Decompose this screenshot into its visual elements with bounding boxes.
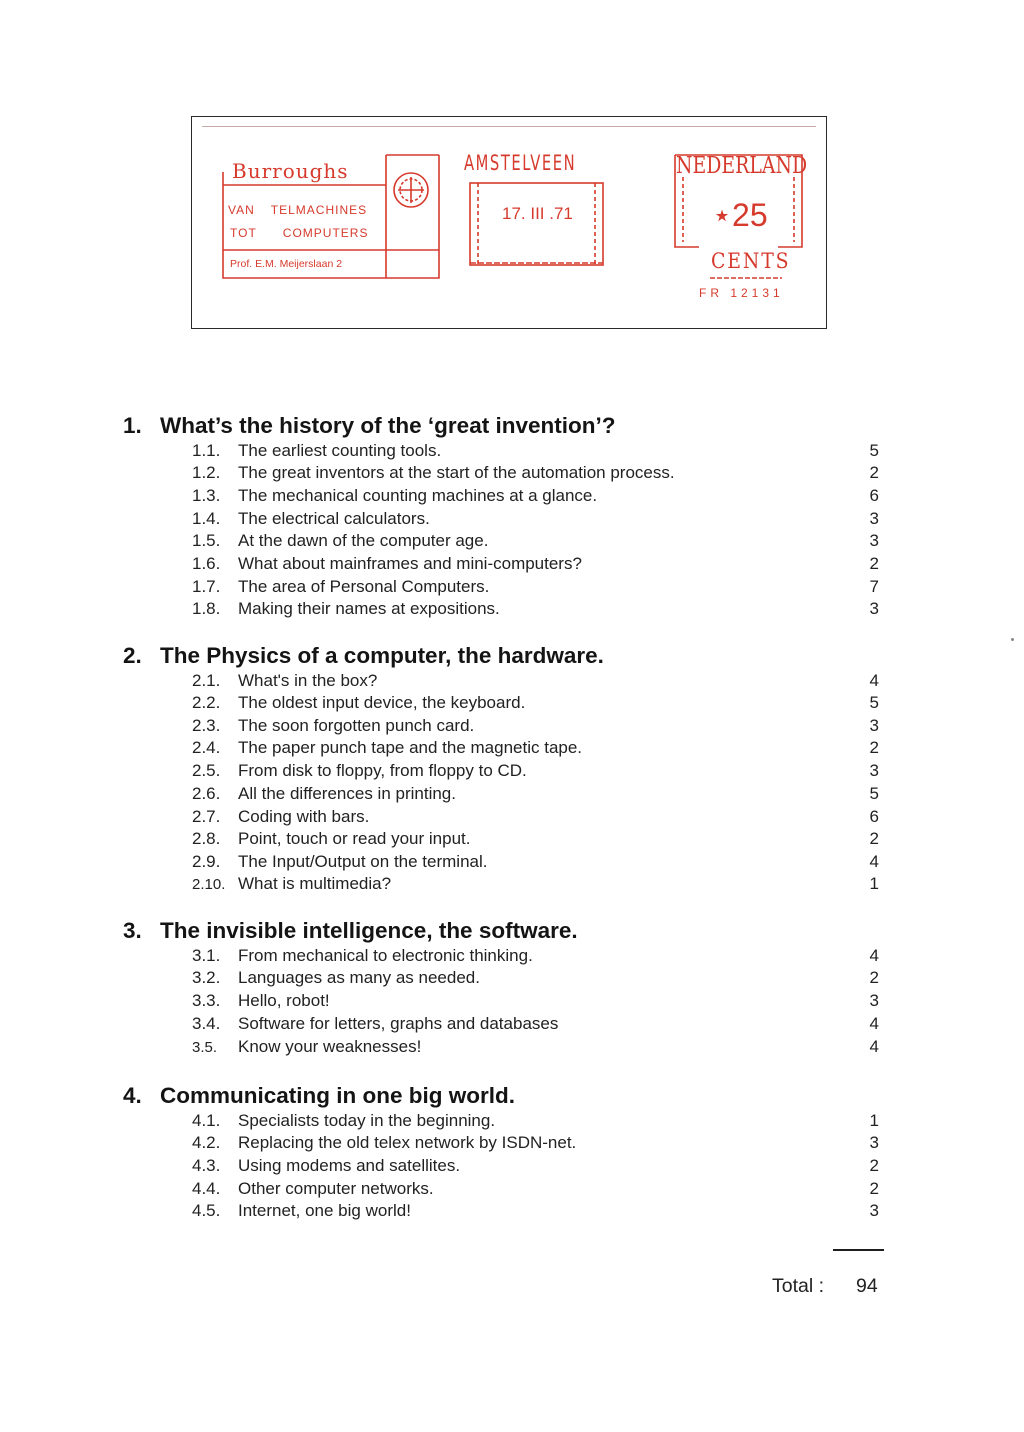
- item-count: 2: [869, 738, 879, 757]
- item-number: 2.8.: [192, 829, 221, 848]
- list-item: [192, 761, 882, 783]
- item-title: The oldest input device, the keyboard.: [238, 693, 526, 712]
- section-number: 4.: [123, 1083, 142, 1108]
- item-count: 3: [869, 1201, 879, 1220]
- item-count: 2: [869, 554, 879, 573]
- list-item: [192, 829, 882, 851]
- item-count: 2: [869, 968, 879, 987]
- item-title: Specialists today in the beginning.: [238, 1111, 496, 1130]
- stamp-tagline-2: [230, 227, 368, 239]
- item-count: 3: [869, 716, 879, 735]
- franking-stamp: [191, 116, 827, 329]
- item-number: 3.1.: [192, 946, 221, 965]
- item-count: 2: [869, 1179, 879, 1198]
- item-number: 1.4.: [192, 509, 221, 528]
- list-item: [192, 1156, 882, 1178]
- stamp-city: AMSTELVEEN: [464, 151, 577, 175]
- list-item: [192, 1037, 882, 1059]
- item-title: What about mainframes and mini-computers?: [238, 554, 582, 573]
- item-title: Internet, one big world!: [238, 1201, 411, 1220]
- section-heading: [123, 413, 615, 439]
- item-title: From disk to floppy, from floppy to CD.: [238, 761, 527, 780]
- item-title: From mechanical to electronic thinking.: [238, 946, 533, 965]
- total-label: Total :: [772, 1275, 825, 1297]
- item-number: 3.4.: [192, 1014, 221, 1033]
- item-title: The soon forgotten punch card.: [238, 716, 475, 735]
- item-title: The paper punch tape and the magnetic tape.: [238, 738, 583, 757]
- stamp-cents: CENTS: [711, 249, 791, 273]
- section-number: 3.: [123, 918, 142, 943]
- section-title: The Physics of a computer, the hardware.: [160, 643, 604, 668]
- item-number: 2.10.: [192, 876, 226, 893]
- item-number: 2.7.: [192, 807, 221, 826]
- item-count: 3: [869, 991, 879, 1010]
- item-count: 5: [869, 693, 879, 712]
- list-item: [192, 852, 882, 874]
- item-title: Other computer networks.: [238, 1179, 434, 1198]
- item-count: 3: [869, 1133, 879, 1152]
- item-count: 3: [869, 509, 879, 528]
- list-item: [192, 716, 882, 738]
- section-heading: [123, 918, 578, 944]
- list-item: [192, 599, 882, 621]
- item-number: 2.6.: [192, 784, 221, 803]
- item-number: 4.1.: [192, 1111, 221, 1130]
- item-number: 1.1.: [192, 441, 221, 460]
- section-number: 1.: [123, 413, 142, 438]
- list-item: [192, 1111, 882, 1133]
- section-title: What’s the history of the ‘great invention’?: [160, 413, 616, 438]
- stamp-value: ⋆25: [712, 197, 768, 233]
- stamp-tagline-2b: COMPUTERS: [282, 226, 369, 240]
- section-heading: [123, 643, 604, 669]
- section-number: 2.: [123, 643, 142, 668]
- stamp-tagline-1b: TELMACHINES: [270, 203, 368, 217]
- item-title: Using modems and satellites.: [238, 1156, 461, 1175]
- item-count: 3: [869, 761, 879, 780]
- list-item: [192, 554, 882, 576]
- item-count: 5: [869, 784, 879, 803]
- stamp-tagline-2a: TOT: [230, 226, 257, 240]
- total-value: 94: [856, 1275, 878, 1297]
- item-title: What's in the box?: [238, 671, 378, 690]
- section-heading: [123, 1083, 515, 1109]
- list-item: [192, 946, 882, 968]
- item-title: Software for letters, graphs and databases: [238, 1014, 559, 1033]
- stamp-date: 17. III .71: [502, 204, 573, 223]
- list-item: [192, 991, 882, 1013]
- stamp-tagline-1: [228, 204, 367, 216]
- list-item: [192, 807, 882, 829]
- list-item: [192, 1179, 882, 1201]
- item-title: The earliest counting tools.: [238, 441, 442, 460]
- list-item: [192, 671, 882, 693]
- item-number: 1.6.: [192, 554, 221, 573]
- item-number: 1.3.: [192, 486, 221, 505]
- item-title: Know your weaknesses!: [238, 1037, 422, 1056]
- stamp-tagline-1a: VAN: [228, 203, 255, 217]
- list-item: [192, 441, 882, 463]
- item-title: Replacing the old telex network by ISDN-net.: [238, 1133, 577, 1152]
- item-count: 3: [869, 599, 879, 618]
- item-title: The electrical calculators.: [238, 509, 430, 528]
- item-number: 4.3.: [192, 1156, 221, 1175]
- item-count: 4: [869, 1037, 879, 1056]
- item-title: Languages as many as needed.: [238, 968, 480, 987]
- item-number: 1.8.: [192, 599, 221, 618]
- stamp-country: NEDERLAND: [676, 153, 808, 179]
- list-item: [192, 463, 882, 485]
- section-title: Communicating in one big world.: [160, 1083, 515, 1108]
- item-count: 6: [869, 486, 879, 505]
- item-count: 4: [869, 1014, 879, 1033]
- item-number: 2.5.: [192, 761, 221, 780]
- item-title: What is multimedia?: [238, 874, 392, 893]
- item-number: 4.5.: [192, 1201, 221, 1220]
- item-number: 4.4.: [192, 1179, 221, 1198]
- item-number: 3.2.: [192, 968, 221, 987]
- item-title: Point, touch or read your input.: [238, 829, 471, 848]
- item-count: 4: [869, 671, 879, 690]
- item-count: 4: [869, 946, 879, 965]
- list-item: [192, 531, 882, 553]
- list-item: [192, 968, 882, 990]
- total-rule: [833, 1249, 884, 1251]
- item-title: The Input/Output on the terminal.: [238, 852, 488, 871]
- item-title: The great inventors at the start of the automation process.: [238, 463, 675, 482]
- list-item: [192, 486, 882, 508]
- stamp-code: FR 12131: [699, 286, 784, 300]
- list-item: [192, 1133, 882, 1155]
- item-number: 1.2.: [192, 463, 221, 482]
- item-count: 7: [869, 577, 879, 596]
- item-number: 4.2.: [192, 1133, 221, 1152]
- item-number: 2.4.: [192, 738, 221, 757]
- stamp-brand: Burroughs: [232, 159, 349, 183]
- list-item: [192, 1201, 882, 1223]
- list-item: [192, 784, 882, 806]
- list-item: [192, 693, 882, 715]
- item-count: 5: [869, 441, 879, 460]
- list-item: [192, 509, 882, 531]
- item-title: Coding with bars.: [238, 807, 370, 826]
- item-number: 1.7.: [192, 577, 221, 596]
- list-item: [192, 1014, 882, 1036]
- list-item: [192, 738, 882, 760]
- item-title: The mechanical counting machines at a glance.: [238, 486, 598, 505]
- item-count: 2: [869, 1156, 879, 1175]
- item-title: All the differences in printing.: [238, 784, 456, 803]
- item-number: 3.5.: [192, 1039, 218, 1056]
- item-title: The area of Personal Computers.: [238, 577, 490, 596]
- item-count: 1: [869, 874, 879, 893]
- item-count: 2: [869, 829, 879, 848]
- item-number: 3.3.: [192, 991, 221, 1010]
- item-number: 2.2.: [192, 693, 221, 712]
- item-count: 3: [869, 531, 879, 550]
- item-number: 2.3.: [192, 716, 221, 735]
- item-count: 1: [869, 1111, 879, 1130]
- item-title: Hello, robot!: [238, 991, 330, 1010]
- item-number: 1.5.: [192, 531, 221, 550]
- stamp-address: Prof. E.M. Meijerslaan 2: [230, 258, 343, 270]
- item-count: 6: [869, 807, 879, 826]
- item-title: At the dawn of the computer age.: [238, 531, 489, 550]
- list-item: [192, 874, 882, 896]
- section-title: The invisible intelligence, the software.: [160, 918, 578, 943]
- item-count: 2: [869, 463, 879, 482]
- item-number: 2.1.: [192, 671, 221, 690]
- item-count: 4: [869, 852, 879, 871]
- scan-speck: [1011, 638, 1014, 641]
- list-item: [192, 577, 882, 599]
- item-number: 2.9.: [192, 852, 221, 871]
- item-title: Making their names at expositions.: [238, 599, 500, 618]
